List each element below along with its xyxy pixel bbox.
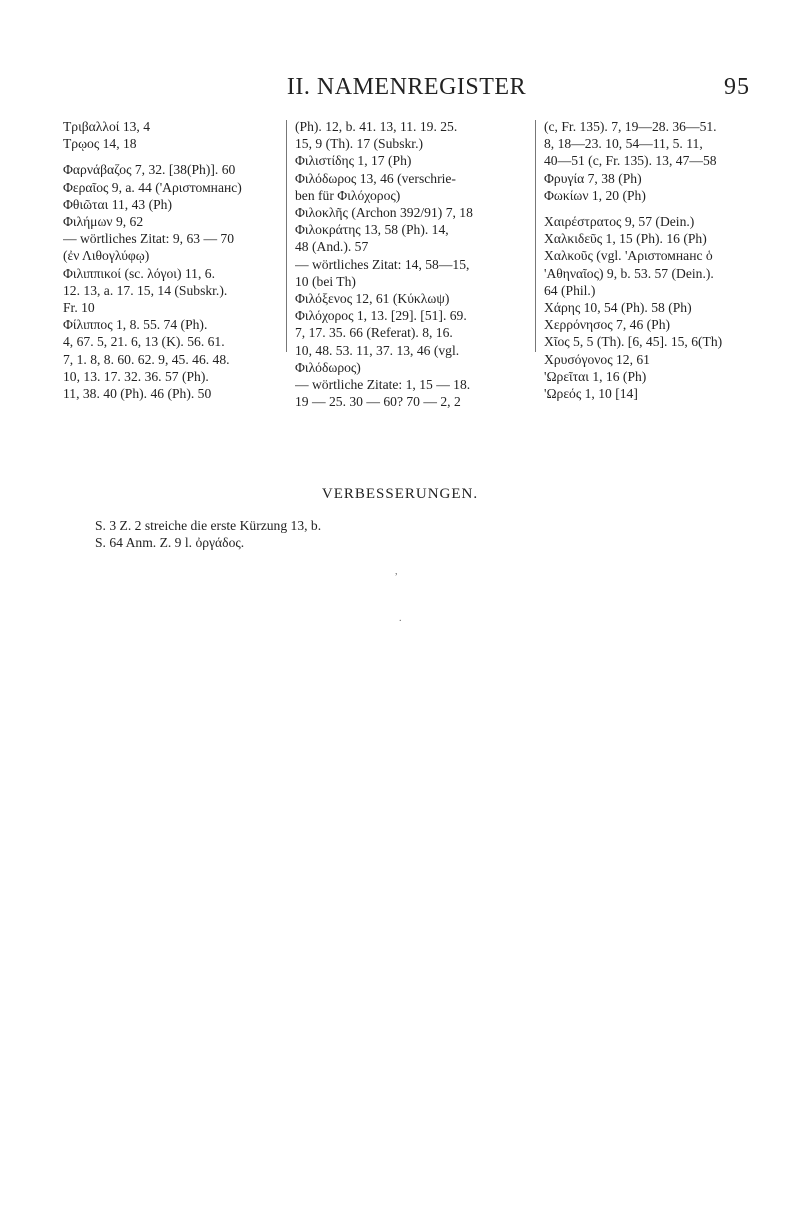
index-entry: Τριβαλλοί 13, 4 [63, 119, 151, 134]
index-entry: 10 (bei Th) [295, 273, 356, 289]
index-entry: Χαλκοῦς (vgl. 'Αρισтомнанс ὁ [544, 248, 713, 264]
index-entry: — wörtliche Zitate: 1, 15 — 18. [295, 377, 471, 393]
index-entry: 10, 13. 17. 32. 36. 57 (Ph). [63, 368, 209, 384]
index-entry: — wörtliches Zitat: 14, 58—15, [295, 256, 470, 272]
index-entry: Φεραῖος 9, a. 44 ('Αρισтомнанс) [63, 179, 242, 195]
index-entry: 10, 48. 53. 11, 37. 13, 46 (vgl. [295, 342, 460, 358]
index-entry: 64 (Phil.) [544, 282, 596, 298]
index-entry: 15, 9 (Th). 17 (Subskr.) [295, 136, 423, 152]
index-entry: Χάρης 10, 54 (Ph). 58 (Ph) [544, 300, 692, 316]
index-entry: Χρυσόγονος 12, 61 [544, 351, 650, 367]
index-entry: 19 — 25. 30 — 60? 70 — 2, 2 [295, 394, 461, 410]
index-entry: 48 (And.). 57 [295, 239, 369, 255]
column-divider [286, 120, 287, 352]
index-column-2 [295, 118, 525, 410]
index-entry: 40—51 (c, Fr. 135). 13, 47—58 [544, 153, 717, 169]
index-column-1 [63, 118, 280, 402]
index-entry: Τρῳος 14, 18 [63, 136, 137, 152]
index-entry: Φιλιστίδης 1, 17 (Ph) [295, 153, 412, 169]
page-header [63, 72, 750, 102]
index-entry: 4, 67. 5, 21. 6, 13 (K). 56. 61. [63, 334, 225, 350]
index-columns [63, 118, 755, 410]
index-entry: — wörtliches Zitat: 9, 63 — 70 [63, 231, 235, 247]
print-speck: , [395, 566, 398, 577]
index-entry: Φιλήμων 9, 62 [63, 214, 144, 230]
index-entry: Χαιρέστρατος 9, 57 (Dein.) [544, 214, 695, 230]
column-divider [535, 120, 536, 352]
index-entry: 'Ωρεός 1, 10 [14] [544, 386, 638, 402]
index-entry: ben für Φιλόχορος) [295, 187, 401, 203]
index-entry: Φιλόδωρος) [295, 359, 361, 375]
index-entry: (Ph). 12, b. 41. 13, 11. 19. 25. [295, 119, 458, 134]
index-entry: (c, Fr. 135). 7, 19—28. 36—51. [544, 119, 717, 134]
index-entry: 7, 17. 35. 66 (Referat). 8, 16. [295, 325, 453, 341]
print-speck: . [399, 613, 402, 624]
index-entry: Φιλόχορος 1, 13. [29]. [51]. 69. [295, 308, 467, 324]
index-entry: (ἐν Λιθογλύφῳ) [63, 248, 150, 264]
index-entry: 'Αθηναῖος) 9, b. 53. 57 (Dein.). [544, 265, 714, 281]
index-entry: Φιλιππικοί (sc. λόγοι) 11, 6. [63, 265, 215, 281]
index-entry: 7, 1. 8, 8. 60. 62. 9, 45. 46. 48. [63, 351, 230, 367]
index-entry: Φρυγία 7, 38 (Ph) [544, 170, 642, 186]
index-entry: Φαρνάβαζος 7, 32. [38(Ph)]. 60 [63, 162, 236, 178]
correction-line: S. 64 Anm. Z. 9 l. ὀργάδος. [95, 535, 245, 550]
index-column-3 [544, 118, 754, 402]
index-entry: Φιλόξενος 12, 61 (Κύκλωψ) [295, 291, 450, 307]
index-entry: Χερρόνησος 7, 46 (Ph) [544, 317, 671, 333]
index-entry: 8, 18—23. 10, 54—11, 5. 11, [544, 136, 703, 152]
corrections-list [95, 517, 695, 551]
index-entry: 12. 13, a. 17. 15, 14 (Subskr.). [63, 282, 228, 298]
index-entry: Φίλιππος 1, 8. 55. 74 (Ph). [63, 317, 208, 333]
page-number: 95 [724, 74, 750, 100]
index-entry: Φιλόδωρος 13, 46 (verschrie- [295, 170, 456, 186]
index-entry: 'Ωρεῖται 1, 16 (Ph) [544, 368, 647, 384]
running-title: II. NAMENREGISTER [286, 74, 527, 100]
index-entry: Φωκίων 1, 20 (Ph) [544, 187, 646, 203]
index-entry: Φθιῶται 11, 43 (Ph) [63, 196, 172, 212]
index-entry: 11, 38. 40 (Ph). 46 (Ph). 50 [63, 386, 212, 402]
index-entry: Χῖος 5, 5 (Th). [6, 45]. 15, 6(Th) [544, 334, 723, 350]
corrections-title: VERBESSERUNGEN. [321, 486, 479, 502]
index-entry: Χαλκιδεῦς 1, 15 (Ph). 16 (Ph) [544, 231, 707, 247]
index-entry: Fr. 10 [63, 300, 95, 316]
index-entry: Φιλοκλῆς (Archon 392/91) 7, 18 [295, 205, 473, 221]
index-entry: Φιλοκράτης 13, 58 (Ph). 14, [295, 222, 449, 238]
correction-line: S. 3 Z. 2 streiche die erste Kürzung 13, b. [95, 518, 322, 533]
